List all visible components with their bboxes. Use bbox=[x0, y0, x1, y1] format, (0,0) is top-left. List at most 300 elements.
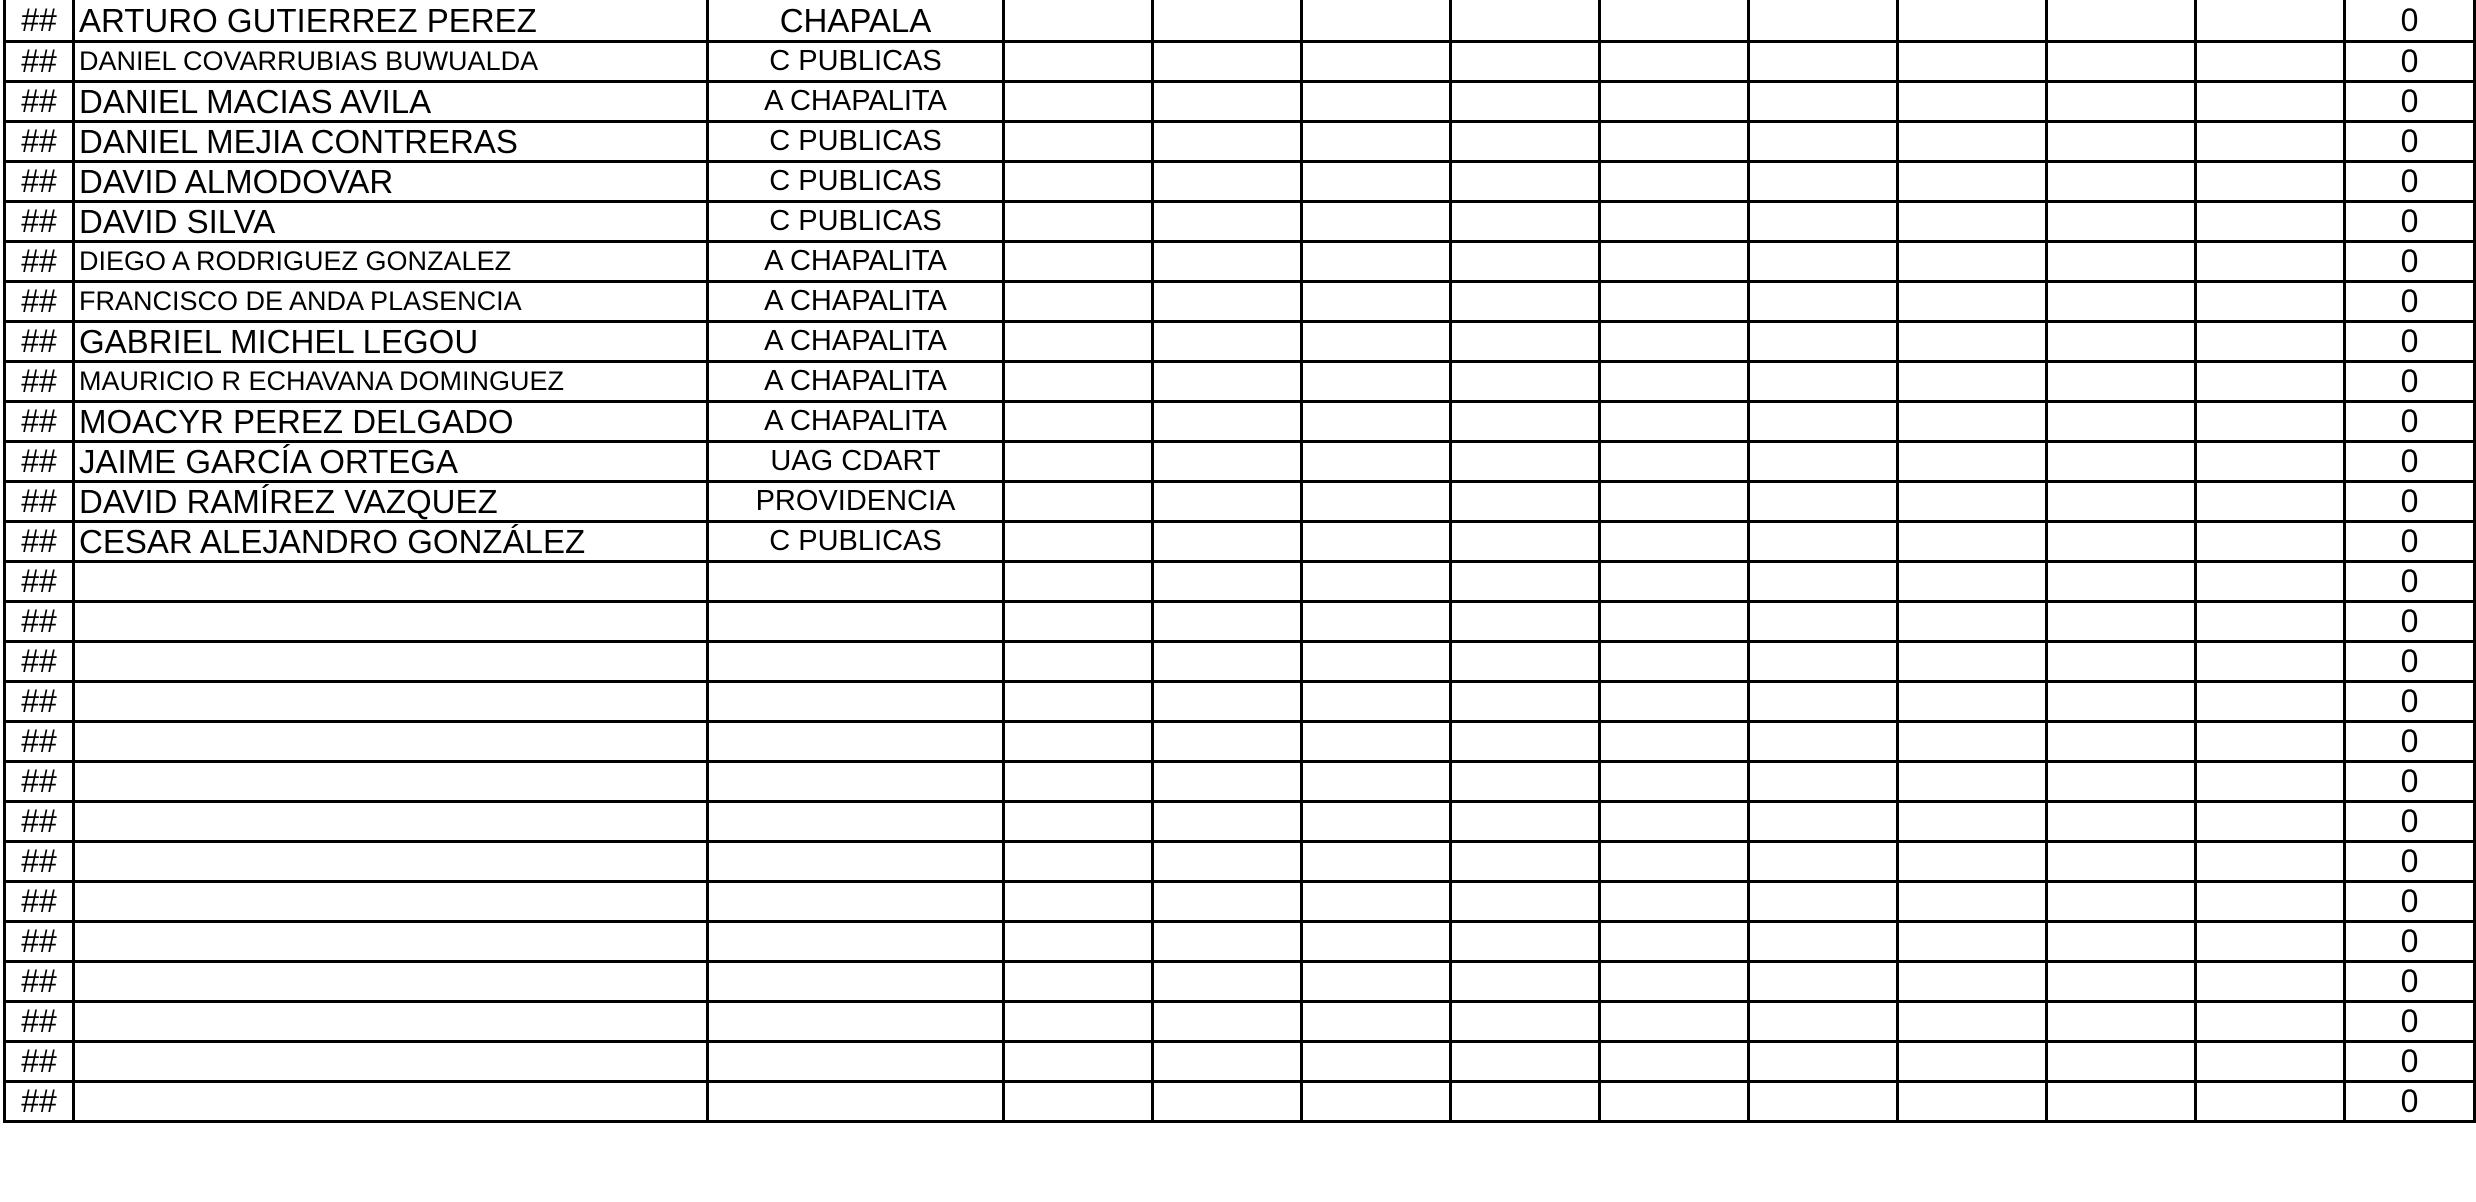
score-cell[interactable] bbox=[2196, 362, 2345, 402]
score-cell[interactable] bbox=[1153, 322, 1302, 362]
score-cell[interactable] bbox=[2196, 562, 2345, 602]
player-name-cell[interactable] bbox=[74, 682, 708, 722]
club-cell[interactable]: A CHAPALITA bbox=[708, 82, 1004, 122]
row-number-cell[interactable]: ## bbox=[5, 522, 74, 562]
total-cell[interactable]: 0 bbox=[2345, 242, 2475, 282]
score-cell[interactable] bbox=[1749, 842, 1898, 882]
club-cell[interactable] bbox=[708, 1082, 1004, 1122]
score-cell[interactable] bbox=[1451, 762, 1600, 802]
score-cell[interactable] bbox=[1153, 562, 1302, 602]
row-number-cell[interactable]: ## bbox=[5, 1002, 74, 1042]
score-cell[interactable] bbox=[1898, 802, 2047, 842]
score-cell[interactable] bbox=[1451, 522, 1600, 562]
score-cell[interactable] bbox=[1600, 1042, 1749, 1082]
score-cell[interactable] bbox=[1004, 42, 1153, 82]
player-name-cell[interactable] bbox=[74, 1002, 708, 1042]
score-cell[interactable] bbox=[1302, 962, 1451, 1002]
total-cell[interactable]: 0 bbox=[2345, 802, 2475, 842]
score-cell[interactable] bbox=[1302, 1042, 1451, 1082]
score-cell[interactable] bbox=[1302, 562, 1451, 602]
score-cell[interactable] bbox=[2196, 482, 2345, 522]
total-cell[interactable]: 0 bbox=[2345, 362, 2475, 402]
row-number-cell[interactable]: ## bbox=[5, 0, 74, 42]
score-cell[interactable] bbox=[2196, 802, 2345, 842]
score-cell[interactable] bbox=[2196, 882, 2345, 922]
row-number-cell[interactable]: ## bbox=[5, 882, 74, 922]
score-cell[interactable] bbox=[1898, 402, 2047, 442]
club-cell[interactable]: PROVIDENCIA bbox=[708, 482, 1004, 522]
row-number-cell[interactable]: ## bbox=[5, 202, 74, 242]
score-cell[interactable] bbox=[1451, 82, 1600, 122]
row-number-cell[interactable]: ## bbox=[5, 842, 74, 882]
club-cell[interactable]: A CHAPALITA bbox=[708, 402, 1004, 442]
player-name-cell[interactable] bbox=[74, 882, 708, 922]
score-cell[interactable] bbox=[1302, 122, 1451, 162]
score-cell[interactable] bbox=[2196, 0, 2345, 42]
score-cell[interactable] bbox=[1749, 682, 1898, 722]
score-cell[interactable] bbox=[1451, 242, 1600, 282]
score-cell[interactable] bbox=[1749, 362, 1898, 402]
score-cell[interactable] bbox=[1749, 282, 1898, 322]
score-cell[interactable] bbox=[2047, 482, 2196, 522]
row-number-cell[interactable]: ## bbox=[5, 82, 74, 122]
score-cell[interactable] bbox=[1898, 1002, 2047, 1042]
score-cell[interactable] bbox=[1153, 362, 1302, 402]
score-cell[interactable] bbox=[2047, 82, 2196, 122]
score-cell[interactable] bbox=[2047, 802, 2196, 842]
score-cell[interactable] bbox=[1898, 682, 2047, 722]
score-cell[interactable] bbox=[1153, 642, 1302, 682]
score-cell[interactable] bbox=[1898, 562, 2047, 602]
score-cell[interactable] bbox=[1302, 402, 1451, 442]
club-cell[interactable] bbox=[708, 1042, 1004, 1082]
score-cell[interactable] bbox=[1749, 442, 1898, 482]
row-number-cell[interactable]: ## bbox=[5, 762, 74, 802]
score-cell[interactable] bbox=[1302, 482, 1451, 522]
total-cell[interactable]: 0 bbox=[2345, 482, 2475, 522]
score-cell[interactable] bbox=[1749, 0, 1898, 42]
total-cell[interactable]: 0 bbox=[2345, 522, 2475, 562]
total-cell[interactable]: 0 bbox=[2345, 882, 2475, 922]
score-cell[interactable] bbox=[2196, 762, 2345, 802]
total-cell[interactable]: 0 bbox=[2345, 82, 2475, 122]
score-cell[interactable] bbox=[1004, 642, 1153, 682]
score-cell[interactable] bbox=[1898, 82, 2047, 122]
player-name-cell[interactable] bbox=[74, 802, 708, 842]
score-cell[interactable] bbox=[1451, 162, 1600, 202]
score-cell[interactable] bbox=[1153, 762, 1302, 802]
score-cell[interactable] bbox=[1600, 522, 1749, 562]
score-cell[interactable] bbox=[1004, 602, 1153, 642]
score-cell[interactable] bbox=[1600, 922, 1749, 962]
score-cell[interactable] bbox=[2047, 522, 2196, 562]
score-cell[interactable] bbox=[2047, 882, 2196, 922]
player-name-cell[interactable]: FRANCISCO DE ANDA PLASENCIA bbox=[74, 282, 708, 322]
score-cell[interactable] bbox=[1302, 722, 1451, 762]
score-cell[interactable] bbox=[1451, 0, 1600, 42]
score-cell[interactable] bbox=[2196, 602, 2345, 642]
score-cell[interactable] bbox=[1153, 602, 1302, 642]
score-cell[interactable] bbox=[1153, 162, 1302, 202]
club-cell[interactable] bbox=[708, 562, 1004, 602]
score-cell[interactable] bbox=[1451, 882, 1600, 922]
club-cell[interactable]: C PUBLICAS bbox=[708, 162, 1004, 202]
score-cell[interactable] bbox=[1451, 42, 1600, 82]
score-cell[interactable] bbox=[1749, 242, 1898, 282]
score-cell[interactable] bbox=[1004, 1042, 1153, 1082]
score-cell[interactable] bbox=[1898, 602, 2047, 642]
score-cell[interactable] bbox=[1004, 882, 1153, 922]
score-cell[interactable] bbox=[1302, 602, 1451, 642]
score-cell[interactable] bbox=[2047, 922, 2196, 962]
score-cell[interactable] bbox=[2196, 442, 2345, 482]
row-number-cell[interactable]: ## bbox=[5, 802, 74, 842]
score-cell[interactable] bbox=[1749, 602, 1898, 642]
score-cell[interactable] bbox=[1898, 442, 2047, 482]
score-cell[interactable] bbox=[1749, 1082, 1898, 1122]
score-cell[interactable] bbox=[1451, 842, 1600, 882]
player-name-cell[interactable] bbox=[74, 1082, 708, 1122]
score-cell[interactable] bbox=[1600, 162, 1749, 202]
score-cell[interactable] bbox=[2196, 522, 2345, 562]
total-cell[interactable]: 0 bbox=[2345, 842, 2475, 882]
score-cell[interactable] bbox=[1153, 1042, 1302, 1082]
player-name-cell[interactable]: MAURICIO R ECHAVANA DOMINGUEZ bbox=[74, 362, 708, 402]
score-cell[interactable] bbox=[1600, 322, 1749, 362]
score-cell[interactable] bbox=[1302, 882, 1451, 922]
score-cell[interactable] bbox=[1451, 602, 1600, 642]
score-cell[interactable] bbox=[2047, 842, 2196, 882]
score-cell[interactable] bbox=[1600, 682, 1749, 722]
score-cell[interactable] bbox=[1153, 1002, 1302, 1042]
score-cell[interactable] bbox=[1302, 282, 1451, 322]
club-cell[interactable]: A CHAPALITA bbox=[708, 282, 1004, 322]
player-name-cell[interactable] bbox=[74, 1042, 708, 1082]
total-cell[interactable]: 0 bbox=[2345, 202, 2475, 242]
row-number-cell[interactable]: ## bbox=[5, 122, 74, 162]
player-name-cell[interactable] bbox=[74, 762, 708, 802]
score-cell[interactable] bbox=[2047, 602, 2196, 642]
score-cell[interactable] bbox=[1153, 202, 1302, 242]
club-cell[interactable] bbox=[708, 922, 1004, 962]
total-cell[interactable]: 0 bbox=[2345, 682, 2475, 722]
score-cell[interactable] bbox=[1004, 922, 1153, 962]
total-cell[interactable]: 0 bbox=[2345, 642, 2475, 682]
score-cell[interactable] bbox=[1600, 642, 1749, 682]
club-cell[interactable]: C PUBLICAS bbox=[708, 42, 1004, 82]
score-cell[interactable] bbox=[1898, 842, 2047, 882]
score-cell[interactable] bbox=[2196, 82, 2345, 122]
score-cell[interactable] bbox=[1600, 562, 1749, 602]
score-cell[interactable] bbox=[2047, 242, 2196, 282]
score-cell[interactable] bbox=[1153, 242, 1302, 282]
score-cell[interactable] bbox=[2047, 682, 2196, 722]
score-cell[interactable] bbox=[1153, 82, 1302, 122]
score-cell[interactable] bbox=[2196, 282, 2345, 322]
score-cell[interactable] bbox=[1153, 402, 1302, 442]
score-cell[interactable] bbox=[1302, 442, 1451, 482]
score-cell[interactable] bbox=[2047, 402, 2196, 442]
score-cell[interactable] bbox=[1153, 722, 1302, 762]
total-cell[interactable]: 0 bbox=[2345, 762, 2475, 802]
club-cell[interactable] bbox=[708, 962, 1004, 1002]
player-name-cell[interactable] bbox=[74, 722, 708, 762]
score-cell[interactable] bbox=[1153, 482, 1302, 522]
total-cell[interactable]: 0 bbox=[2345, 322, 2475, 362]
row-number-cell[interactable]: ## bbox=[5, 1042, 74, 1082]
score-cell[interactable] bbox=[1004, 322, 1153, 362]
score-cell[interactable] bbox=[1302, 0, 1451, 42]
score-cell[interactable] bbox=[1153, 802, 1302, 842]
score-cell[interactable] bbox=[1153, 682, 1302, 722]
score-cell[interactable] bbox=[1451, 322, 1600, 362]
score-cell[interactable] bbox=[1600, 82, 1749, 122]
score-cell[interactable] bbox=[2196, 162, 2345, 202]
row-number-cell[interactable]: ## bbox=[5, 562, 74, 602]
total-cell[interactable]: 0 bbox=[2345, 602, 2475, 642]
score-cell[interactable] bbox=[1302, 82, 1451, 122]
score-cell[interactable] bbox=[1749, 82, 1898, 122]
score-cell[interactable] bbox=[1749, 802, 1898, 842]
score-cell[interactable] bbox=[2196, 642, 2345, 682]
score-cell[interactable] bbox=[2196, 842, 2345, 882]
score-cell[interactable] bbox=[1451, 282, 1600, 322]
player-name-cell[interactable] bbox=[74, 642, 708, 682]
score-cell[interactable] bbox=[1898, 242, 2047, 282]
score-cell[interactable] bbox=[1749, 522, 1898, 562]
total-cell[interactable]: 0 bbox=[2345, 1002, 2475, 1042]
score-cell[interactable] bbox=[2047, 0, 2196, 42]
club-cell[interactable]: CHAPALA bbox=[708, 0, 1004, 42]
score-cell[interactable] bbox=[1600, 1082, 1749, 1122]
club-cell[interactable] bbox=[708, 762, 1004, 802]
club-cell[interactable]: C PUBLICAS bbox=[708, 122, 1004, 162]
score-cell[interactable] bbox=[1451, 642, 1600, 682]
score-cell[interactable] bbox=[1153, 122, 1302, 162]
score-cell[interactable] bbox=[1600, 122, 1749, 162]
row-number-cell[interactable]: ## bbox=[5, 482, 74, 522]
total-cell[interactable]: 0 bbox=[2345, 402, 2475, 442]
score-cell[interactable] bbox=[2047, 162, 2196, 202]
row-number-cell[interactable]: ## bbox=[5, 642, 74, 682]
score-cell[interactable] bbox=[1749, 922, 1898, 962]
score-cell[interactable] bbox=[2047, 1082, 2196, 1122]
score-cell[interactable] bbox=[1749, 482, 1898, 522]
score-cell[interactable] bbox=[2047, 1042, 2196, 1082]
score-cell[interactable] bbox=[1600, 482, 1749, 522]
score-cell[interactable] bbox=[1898, 282, 2047, 322]
score-cell[interactable] bbox=[1302, 1082, 1451, 1122]
score-cell[interactable] bbox=[1898, 0, 2047, 42]
score-cell[interactable] bbox=[2196, 1042, 2345, 1082]
score-cell[interactable] bbox=[2047, 1002, 2196, 1042]
score-cell[interactable] bbox=[1004, 1082, 1153, 1122]
score-cell[interactable] bbox=[1004, 1002, 1153, 1042]
score-cell[interactable] bbox=[1302, 242, 1451, 282]
score-cell[interactable] bbox=[2196, 722, 2345, 762]
score-cell[interactable] bbox=[2196, 922, 2345, 962]
club-cell[interactable] bbox=[708, 802, 1004, 842]
score-cell[interactable] bbox=[1451, 722, 1600, 762]
score-cell[interactable] bbox=[1153, 842, 1302, 882]
score-cell[interactable] bbox=[1451, 802, 1600, 842]
score-cell[interactable] bbox=[2047, 282, 2196, 322]
score-cell[interactable] bbox=[1898, 722, 2047, 762]
score-cell[interactable] bbox=[1600, 722, 1749, 762]
club-cell[interactable]: C PUBLICAS bbox=[708, 202, 1004, 242]
score-cell[interactable] bbox=[1600, 362, 1749, 402]
score-cell[interactable] bbox=[1004, 722, 1153, 762]
score-cell[interactable] bbox=[1898, 42, 2047, 82]
club-cell[interactable] bbox=[708, 1002, 1004, 1042]
score-cell[interactable] bbox=[2047, 962, 2196, 1002]
total-cell[interactable]: 0 bbox=[2345, 1082, 2475, 1122]
score-cell[interactable] bbox=[2196, 682, 2345, 722]
total-cell[interactable]: 0 bbox=[2345, 42, 2475, 82]
score-cell[interactable] bbox=[1749, 402, 1898, 442]
score-cell[interactable] bbox=[2196, 322, 2345, 362]
score-cell[interactable] bbox=[1898, 1082, 2047, 1122]
score-cell[interactable] bbox=[1451, 1042, 1600, 1082]
row-number-cell[interactable]: ## bbox=[5, 42, 74, 82]
row-number-cell[interactable]: ## bbox=[5, 602, 74, 642]
score-cell[interactable] bbox=[1004, 842, 1153, 882]
total-cell[interactable]: 0 bbox=[2345, 162, 2475, 202]
total-cell[interactable]: 0 bbox=[2345, 562, 2475, 602]
score-cell[interactable] bbox=[1600, 802, 1749, 842]
player-name-cell[interactable]: ARTURO GUTIERREZ PEREZ bbox=[74, 0, 708, 42]
player-name-cell[interactable]: CESAR ALEJANDRO GONZÁLEZ bbox=[74, 522, 708, 562]
score-cell[interactable] bbox=[2196, 202, 2345, 242]
score-cell[interactable] bbox=[2047, 42, 2196, 82]
score-cell[interactable] bbox=[1749, 42, 1898, 82]
score-cell[interactable] bbox=[1451, 122, 1600, 162]
score-cell[interactable] bbox=[2047, 122, 2196, 162]
score-cell[interactable] bbox=[1600, 762, 1749, 802]
total-cell[interactable]: 0 bbox=[2345, 442, 2475, 482]
score-cell[interactable] bbox=[1004, 242, 1153, 282]
score-cell[interactable] bbox=[1004, 162, 1153, 202]
score-cell[interactable] bbox=[1600, 1002, 1749, 1042]
score-cell[interactable] bbox=[2047, 442, 2196, 482]
score-cell[interactable] bbox=[1749, 562, 1898, 602]
total-cell[interactable]: 0 bbox=[2345, 722, 2475, 762]
score-cell[interactable] bbox=[1451, 402, 1600, 442]
club-cell[interactable] bbox=[708, 882, 1004, 922]
score-cell[interactable] bbox=[1749, 642, 1898, 682]
score-cell[interactable] bbox=[1302, 802, 1451, 842]
player-name-cell[interactable]: DAVID SILVA bbox=[74, 202, 708, 242]
score-cell[interactable] bbox=[1451, 922, 1600, 962]
score-cell[interactable] bbox=[1898, 922, 2047, 962]
score-cell[interactable] bbox=[2196, 402, 2345, 442]
score-cell[interactable] bbox=[1749, 722, 1898, 762]
score-cell[interactable] bbox=[1600, 282, 1749, 322]
score-cell[interactable] bbox=[1898, 362, 2047, 402]
score-cell[interactable] bbox=[1451, 562, 1600, 602]
score-cell[interactable] bbox=[1004, 762, 1153, 802]
score-cell[interactable] bbox=[1302, 522, 1451, 562]
club-cell[interactable] bbox=[708, 722, 1004, 762]
score-cell[interactable] bbox=[1898, 962, 2047, 1002]
club-cell[interactable]: A CHAPALITA bbox=[708, 322, 1004, 362]
score-cell[interactable] bbox=[1302, 202, 1451, 242]
score-cell[interactable] bbox=[1153, 522, 1302, 562]
score-cell[interactable] bbox=[1451, 202, 1600, 242]
score-cell[interactable] bbox=[1004, 442, 1153, 482]
score-cell[interactable] bbox=[1004, 962, 1153, 1002]
club-cell[interactable] bbox=[708, 602, 1004, 642]
score-cell[interactable] bbox=[1898, 322, 2047, 362]
score-cell[interactable] bbox=[1749, 882, 1898, 922]
club-cell[interactable] bbox=[708, 682, 1004, 722]
row-number-cell[interactable]: ## bbox=[5, 282, 74, 322]
score-cell[interactable] bbox=[1153, 962, 1302, 1002]
player-name-cell[interactable] bbox=[74, 602, 708, 642]
score-cell[interactable] bbox=[2196, 122, 2345, 162]
score-cell[interactable] bbox=[1302, 762, 1451, 802]
club-cell[interactable] bbox=[708, 842, 1004, 882]
score-cell[interactable] bbox=[1898, 882, 2047, 922]
score-cell[interactable] bbox=[1749, 202, 1898, 242]
club-cell[interactable]: A CHAPALITA bbox=[708, 362, 1004, 402]
row-number-cell[interactable]: ## bbox=[5, 402, 74, 442]
score-cell[interactable] bbox=[2196, 962, 2345, 1002]
score-cell[interactable] bbox=[1451, 682, 1600, 722]
score-cell[interactable] bbox=[2196, 242, 2345, 282]
score-cell[interactable] bbox=[1153, 0, 1302, 42]
score-cell[interactable] bbox=[1749, 322, 1898, 362]
score-cell[interactable] bbox=[1749, 762, 1898, 802]
score-cell[interactable] bbox=[1600, 42, 1749, 82]
total-cell[interactable]: 0 bbox=[2345, 282, 2475, 322]
score-cell[interactable] bbox=[1004, 202, 1153, 242]
score-cell[interactable] bbox=[1749, 162, 1898, 202]
row-number-cell[interactable]: ## bbox=[5, 442, 74, 482]
score-cell[interactable] bbox=[2047, 362, 2196, 402]
score-cell[interactable] bbox=[1153, 442, 1302, 482]
score-cell[interactable] bbox=[1451, 442, 1600, 482]
score-cell[interactable] bbox=[1749, 1002, 1898, 1042]
total-cell[interactable]: 0 bbox=[2345, 122, 2475, 162]
score-cell[interactable] bbox=[1153, 282, 1302, 322]
row-number-cell[interactable]: ## bbox=[5, 162, 74, 202]
row-number-cell[interactable]: ## bbox=[5, 962, 74, 1002]
score-cell[interactable] bbox=[1600, 882, 1749, 922]
score-cell[interactable] bbox=[1898, 762, 2047, 802]
score-cell[interactable] bbox=[1600, 0, 1749, 42]
score-cell[interactable] bbox=[1004, 562, 1153, 602]
score-cell[interactable] bbox=[1302, 642, 1451, 682]
row-number-cell[interactable]: ## bbox=[5, 722, 74, 762]
player-name-cell[interactable]: DIEGO A RODRIGUEZ GONZALEZ bbox=[74, 242, 708, 282]
club-cell[interactable]: C PUBLICAS bbox=[708, 522, 1004, 562]
score-cell[interactable] bbox=[1302, 842, 1451, 882]
player-name-cell[interactable]: DANIEL COVARRUBIAS BUWUALDA bbox=[74, 42, 708, 82]
score-cell[interactable] bbox=[1302, 362, 1451, 402]
player-name-cell[interactable]: DAVID ALMODOVAR bbox=[74, 162, 708, 202]
score-cell[interactable] bbox=[1004, 522, 1153, 562]
player-name-cell[interactable]: DAVID RAMÍREZ VAZQUEZ bbox=[74, 482, 708, 522]
score-cell[interactable] bbox=[1749, 1042, 1898, 1082]
total-cell[interactable]: 0 bbox=[2345, 0, 2475, 42]
row-number-cell[interactable]: ## bbox=[5, 922, 74, 962]
player-name-cell[interactable]: DANIEL MEJIA CONTRERAS bbox=[74, 122, 708, 162]
player-name-cell[interactable]: DANIEL MACIAS AVILA bbox=[74, 82, 708, 122]
row-number-cell[interactable]: ## bbox=[5, 322, 74, 362]
score-cell[interactable] bbox=[1600, 442, 1749, 482]
score-cell[interactable] bbox=[1153, 1082, 1302, 1122]
